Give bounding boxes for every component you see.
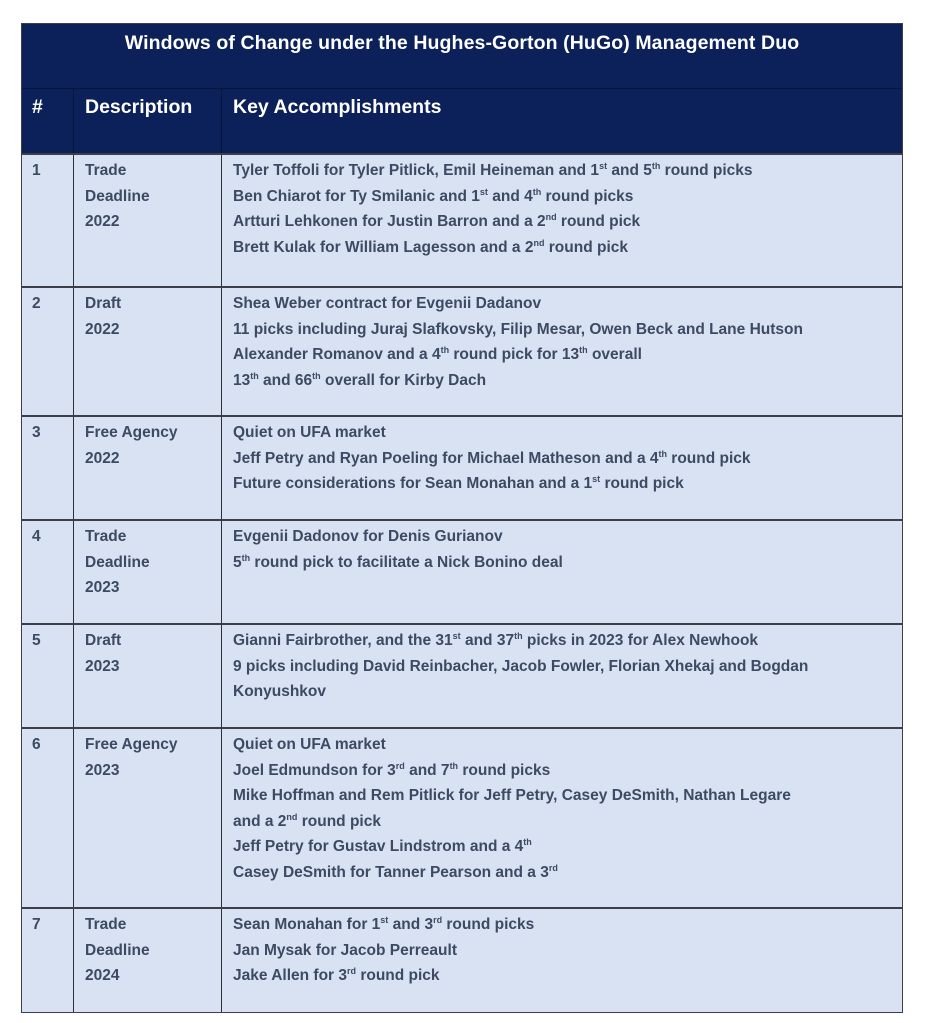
accomplishment-text: Jeff Petry for Gustav Lindstrom and a 4 <box>233 838 524 855</box>
row-accomplishments <box>222 417 902 519</box>
accomplishment-text: round pick <box>667 449 751 467</box>
row-description <box>74 521 222 623</box>
accomplishment-line <box>233 783 902 809</box>
row-number: 6 <box>22 729 74 907</box>
accomplishment-line <box>233 732 902 758</box>
table-row <box>22 519 902 623</box>
description-line: Free Agency <box>85 424 178 441</box>
ordinal-suffix: th <box>449 760 459 771</box>
row-description <box>74 417 222 519</box>
accomplishment-text: 13 <box>233 371 251 389</box>
accomplishment-text: Evgenii Dadonov for Denis Gurianov <box>233 528 503 545</box>
accomplishment-text: and 7 <box>404 761 450 779</box>
accomplishment-text: Shea Weber contract for Evgenii Dadanov <box>233 295 542 312</box>
table-title: Windows of Change under the Hughes-Gorton (HuGo) Management Duo <box>22 24 902 89</box>
accomplishment-text: Casey DeSmith for Tanner Pearson and a 3 <box>233 863 549 881</box>
accomplishment-line <box>233 963 902 989</box>
ordinal-suffix: st <box>452 631 461 641</box>
accomplishment-text: Joel Edmundson for 3 <box>233 761 396 779</box>
ordinal-suffix: th <box>514 631 523 641</box>
accomplishment-text: round picks <box>442 916 535 933</box>
accomplishment-text: Mike Hoffman and Rem Pitlick for Jeff Petry, Casey DeSmith, Nathan Legare <box>233 787 791 804</box>
row-number: 4 <box>22 521 74 623</box>
ordinal-suffix: nd <box>545 212 557 222</box>
accomplishment-text: round picks <box>458 761 551 779</box>
ordinal-suffix: th <box>241 552 251 563</box>
description-line: Deadline <box>85 553 150 571</box>
accomplishment-text: round pick <box>600 475 684 492</box>
accomplishment-text: Sean Monahan for 1 <box>233 916 381 933</box>
accomplishment-text: Ben Chiarot for Ty Smilanic and 1 <box>233 187 480 205</box>
ordinal-suffix: nd <box>533 237 545 248</box>
table-row <box>22 286 902 415</box>
header-key-accomplishments: Key Accomplishments <box>233 96 442 118</box>
accomplishment-line <box>233 209 902 235</box>
accomplishment-text: round pick <box>297 812 381 830</box>
accomplishment-text: Tyler Toffoli for Tyler Pitlick, Emil Heineman and 1 <box>233 162 600 179</box>
description-line: Free Agency <box>85 736 178 753</box>
accomplishment-text: overall for Kirby Dach <box>320 371 487 389</box>
accomplishment-text: picks in 2023 for Alex Newhook <box>522 632 759 649</box>
accomplishment-text: Quiet on UFA market <box>233 424 386 441</box>
accomplishment-text: Quiet on UFA market <box>233 736 386 753</box>
accomplishment-text: and a 2 <box>233 812 287 830</box>
accomplishment-text: 9 picks including David Reinbacher, Jacob Fowler, Florian Xhekaj and Bogdan <box>233 657 809 675</box>
accomplishment-line <box>233 628 902 654</box>
accomplishment-line <box>233 342 902 368</box>
accomplishment-line <box>233 184 902 210</box>
accomplishment-line <box>233 158 902 184</box>
ordinal-suffix: rd <box>395 760 405 771</box>
accomplishment-line <box>233 809 902 835</box>
row-description <box>74 729 222 907</box>
description-line: Trade <box>85 916 127 933</box>
ordinal-suffix: th <box>658 448 667 459</box>
table-body <box>22 153 902 1012</box>
accomplishment-line <box>233 654 902 680</box>
accomplishment-text: Jan Mysak for Jacob Perreault <box>233 941 457 959</box>
accomplishment-line <box>233 471 902 497</box>
header-number: # <box>22 89 74 153</box>
accomplishment-line <box>233 446 902 472</box>
ordinal-suffix: st <box>380 915 389 925</box>
row-accomplishments <box>222 909 902 1012</box>
accomplishment-line <box>233 679 902 705</box>
description-line: 2022 <box>85 213 120 230</box>
accomplishment-text: and 37 <box>460 632 515 649</box>
row-number: 3 <box>22 417 74 519</box>
ordinal-suffix: st <box>592 474 601 484</box>
row-description <box>74 155 222 286</box>
accomplishment-text: round pick <box>356 967 440 984</box>
ordinal-suffix: rd <box>347 966 357 976</box>
ordinal-suffix: st <box>599 161 608 171</box>
accomplishment-text: round pick <box>556 213 641 230</box>
description-line: Deadline <box>85 941 150 959</box>
table-header-row <box>22 89 902 153</box>
accomplishment-line <box>233 420 902 446</box>
description-line: Draft <box>85 295 122 312</box>
description-line: 2023 <box>85 657 120 675</box>
description-line: 2024 <box>85 967 120 984</box>
accomplishment-text: and 5 <box>607 162 652 179</box>
ordinal-suffix: th <box>523 837 532 847</box>
accomplishment-text: and 4 <box>487 187 533 205</box>
description-line: 2023 <box>85 761 120 779</box>
accomplishment-text: round pick to facilitate a Nick Bonino deal <box>250 553 563 571</box>
accomplishment-text: Brett Kulak for William Lagesson and a 2 <box>233 238 534 256</box>
description-line: 2023 <box>85 579 120 596</box>
row-number: 5 <box>22 625 74 727</box>
accomplishment-line <box>233 550 902 576</box>
description-line: Draft <box>85 632 122 649</box>
accomplishment-line <box>233 834 902 860</box>
table-row <box>22 907 902 1012</box>
description-line: 2022 <box>85 449 120 467</box>
row-number: 2 <box>22 288 74 415</box>
ordinal-suffix: st <box>479 186 488 197</box>
accomplishment-line <box>233 235 902 261</box>
table-row <box>22 415 902 519</box>
accomplishment-text: Jeff Petry and Ryan Poeling for Michael Matheson and a 4 <box>233 449 659 467</box>
accomplishment-text: Konyushkov <box>233 683 327 700</box>
row-accomplishments <box>222 729 902 907</box>
ordinal-suffix: th <box>651 161 661 171</box>
accomplishment-text: and 3 <box>388 916 434 933</box>
ordinal-suffix: nd <box>286 811 298 822</box>
accomplishment-text: round picks <box>541 187 634 205</box>
description-line: Deadline <box>85 187 150 205</box>
row-number: 7 <box>22 909 74 1012</box>
ordinal-suffix: th <box>532 186 542 197</box>
accomplishment-text: Future considerations for Sean Monahan and a 1 <box>233 475 593 492</box>
accomplishment-line <box>233 291 902 317</box>
row-accomplishments <box>222 155 902 286</box>
table-row <box>22 153 902 286</box>
accomplishment-text: Alexander Romanov and a 4 <box>233 346 441 363</box>
ordinal-suffix: rd <box>433 915 443 925</box>
accomplishment-line <box>233 317 902 343</box>
description-line: Trade <box>85 528 127 545</box>
table-row <box>22 623 902 727</box>
accomplishment-line <box>233 758 902 784</box>
accomplishment-text: round pick <box>544 238 629 256</box>
accomplishment-text: round pick for 13 <box>449 346 580 363</box>
ordinal-suffix: th <box>440 345 450 355</box>
accomplishment-text: round picks <box>660 162 753 179</box>
accomplishment-line <box>233 938 902 964</box>
accomplishments-table <box>21 23 903 1013</box>
header-description: Description <box>74 89 222 153</box>
description-line: Trade <box>85 162 127 179</box>
ordinal-suffix: th <box>579 345 588 355</box>
row-accomplishments <box>222 625 902 727</box>
row-description <box>74 625 222 727</box>
ordinal-suffix: rd <box>548 862 558 873</box>
accomplishment-text: overall <box>587 346 642 363</box>
accomplishment-line <box>233 524 902 550</box>
description-line: 2022 <box>85 320 120 338</box>
accomplishment-line <box>233 368 902 394</box>
row-number: 1 <box>22 155 74 286</box>
table-row <box>22 727 902 907</box>
ordinal-suffix: th <box>312 370 321 381</box>
row-description <box>74 909 222 1012</box>
accomplishment-text: and 66 <box>258 371 313 389</box>
accomplishment-text: 5 <box>233 553 242 571</box>
ordinal-suffix: th <box>250 370 259 381</box>
row-accomplishments <box>222 288 902 415</box>
row-accomplishments <box>222 521 902 623</box>
accomplishment-line <box>233 912 902 938</box>
row-description <box>74 288 222 415</box>
accomplishment-text: 11 picks including Juraj Slafkovsky, Filip Mesar, Owen Beck and Lane Hutson <box>233 320 803 338</box>
accomplishment-text: Artturi Lehkonen for Justin Barron and a 2 <box>233 213 546 230</box>
accomplishment-text: Jake Allen for 3 <box>233 967 348 984</box>
accomplishment-line <box>233 860 902 886</box>
accomplishment-text: Gianni Fairbrother, and the 31 <box>233 632 453 649</box>
